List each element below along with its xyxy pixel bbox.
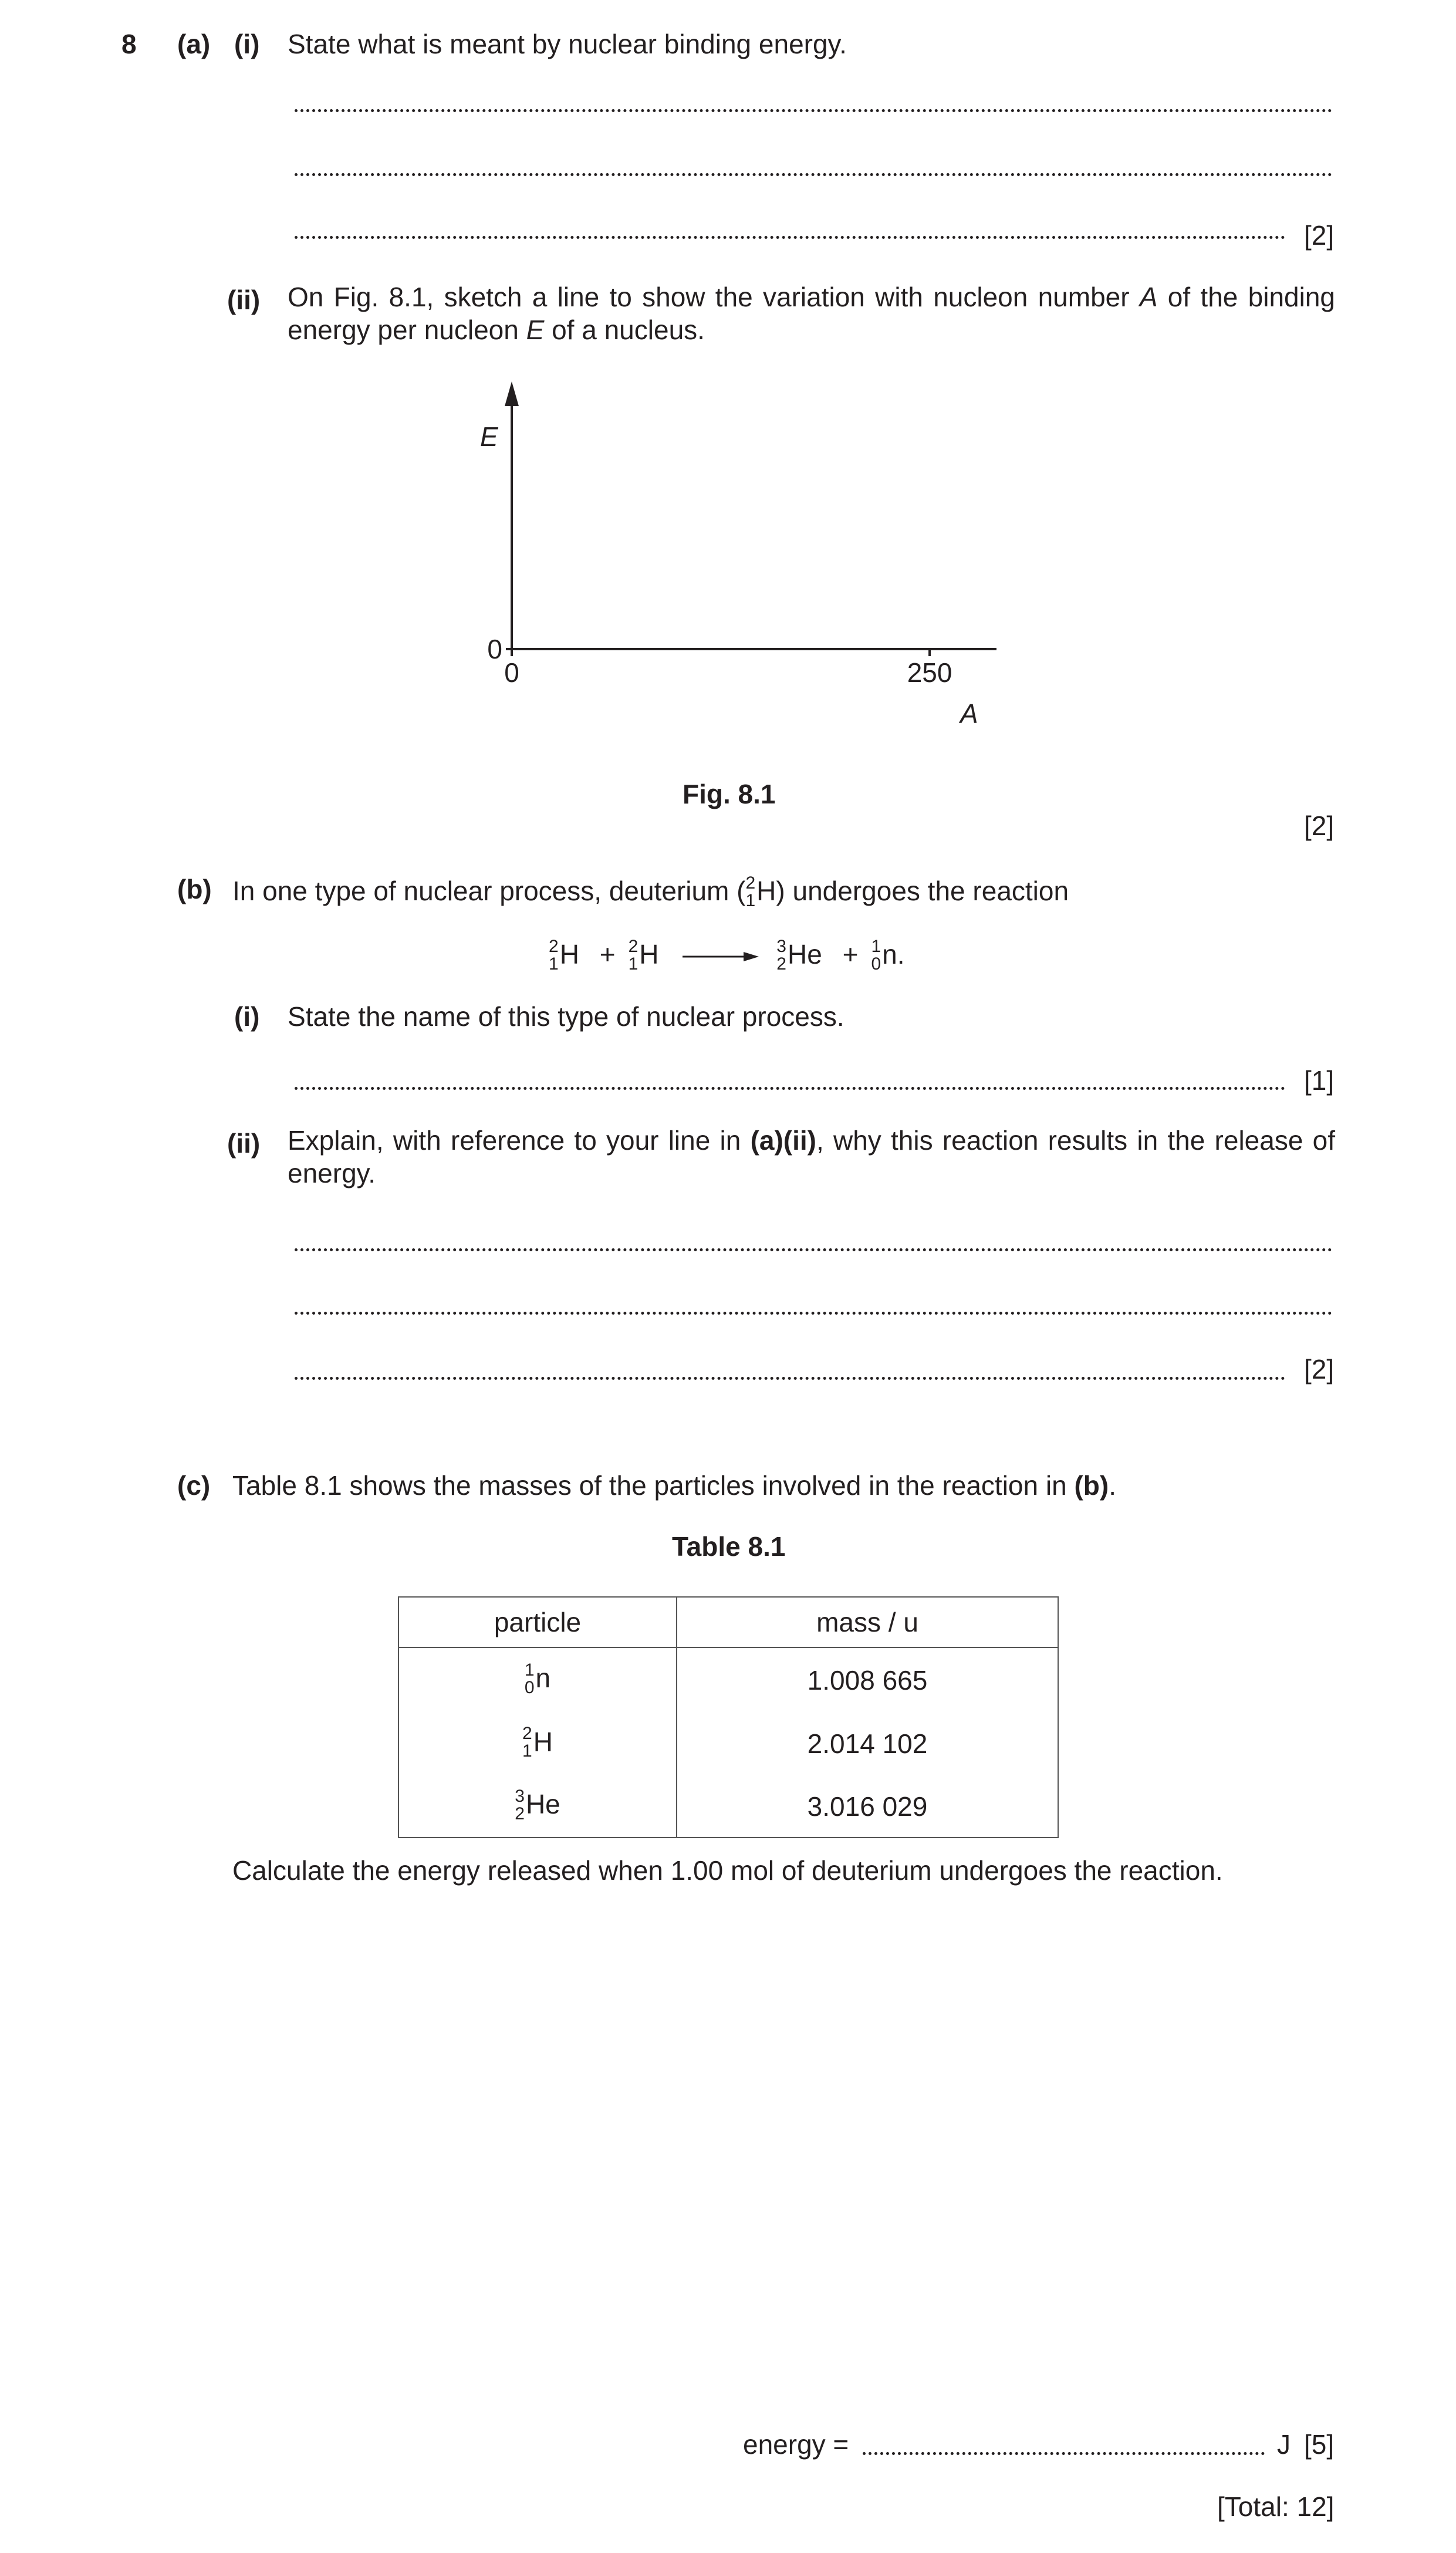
answer-unit: J <box>1277 2429 1291 2460</box>
reactant-1 <box>549 939 579 974</box>
part-b-intro <box>232 873 1069 911</box>
product-1 <box>776 939 822 974</box>
product-2 <box>871 939 904 974</box>
x-tick-label: 250 <box>907 657 952 688</box>
q-ref: (a)(ii) <box>750 1125 816 1156</box>
atomic-number: 1 <box>549 954 559 974</box>
marks-a-ii: [2] <box>1304 811 1335 841</box>
part-a-ii-label: (ii) <box>227 285 261 315</box>
plus-sign: + <box>842 939 859 970</box>
q-text: Explain, with reference to your line in <box>288 1125 751 1156</box>
atomic-number: 2 <box>515 1804 525 1823</box>
part-b-ii-question <box>288 1124 1335 1190</box>
energy-answer-line[interactable] <box>863 2452 1265 2455</box>
table-row <box>398 1647 1058 1712</box>
particle-cell <box>398 1647 677 1712</box>
part-c-instruction: Calculate the energy released when 1.00 mol of deuterium undergoes the reaction. <box>232 1855 1223 1886</box>
mass-cell: 2.014 102 <box>677 1712 1058 1775</box>
q-text: Table 8.1 shows the masses of the particles involved in the reaction in <box>232 1470 1075 1501</box>
element-symbol: n <box>535 1663 551 1694</box>
atomic-number: 0 <box>524 1677 535 1697</box>
part-a-i-label: (i) <box>234 29 260 59</box>
element-symbol: He <box>787 939 822 970</box>
part-b-i-question: State the name of this type of nuclear process. <box>288 1001 844 1032</box>
q-text: On Fig. 8.1, sketch a line to show the variation with nucleon number <box>288 282 1140 312</box>
element-symbol: H <box>559 939 579 970</box>
total-marks: [Total: 12] <box>1217 2491 1335 2522</box>
plus-sign: + <box>599 939 616 970</box>
mass-number: 3 <box>515 1786 525 1806</box>
table-header-row <box>398 1597 1058 1647</box>
part-c-label: (c) <box>177 1470 211 1501</box>
table-row <box>398 1775 1058 1838</box>
q-ref: (b) <box>1074 1470 1109 1501</box>
element-symbol: H <box>533 1726 553 1757</box>
answer-line[interactable] <box>295 1377 1285 1380</box>
particle-mass-table <box>398 1596 1059 1838</box>
y-axis-arrow-icon <box>505 381 519 406</box>
marks-b-ii: [2] <box>1304 1354 1335 1384</box>
var-e: E <box>526 315 545 345</box>
answer-line[interactable] <box>295 109 1332 112</box>
answer-line[interactable] <box>295 1087 1285 1090</box>
element-symbol: n. <box>882 939 905 970</box>
atomic-number: 2 <box>776 954 786 974</box>
intro-text: In one type of nuclear process, deuterium ( <box>232 876 746 907</box>
mass-number: 2 <box>628 937 639 956</box>
element-symbol: He <box>525 1789 560 1820</box>
answer-line[interactable] <box>295 173 1332 176</box>
atomic-number: 1 <box>745 891 756 910</box>
marks-b-i: [1] <box>1304 1065 1335 1096</box>
q-text: , why this reaction results in the release of energy. <box>288 1125 1335 1188</box>
var-a: A <box>1139 282 1158 312</box>
answer-line[interactable] <box>295 236 1285 239</box>
table-row <box>398 1712 1058 1775</box>
reaction-equation <box>549 939 905 974</box>
reaction-arrow-icon <box>680 948 762 965</box>
atomic-number: 1 <box>628 954 639 974</box>
particle-cell <box>398 1712 677 1775</box>
q-text: of a nucleus. <box>544 315 705 345</box>
figure-caption: Fig. 8.1 <box>683 779 776 809</box>
y-tick-label: 0 <box>487 634 502 664</box>
q-text: of the binding energy per nucleon <box>288 282 1335 345</box>
element-symbol: H <box>639 939 659 970</box>
answer-line[interactable] <box>295 1312 1332 1315</box>
atomic-number: 0 <box>871 954 881 974</box>
deuterium-symbol <box>745 873 776 911</box>
element-symbol: H <box>756 876 776 907</box>
part-c-intro <box>232 1472 1116 1499</box>
mass-cell: 1.008 665 <box>677 1647 1058 1712</box>
mass-number: 3 <box>776 937 786 956</box>
mass-number: 1 <box>871 937 881 956</box>
mass-cell: 3.016 029 <box>677 1775 1058 1838</box>
mass-number: 1 <box>524 1660 535 1680</box>
header-mass: mass / u <box>677 1597 1058 1647</box>
part-b-i-label: (i) <box>234 1001 260 1032</box>
x-axis-label: A <box>960 698 978 729</box>
header-particle: particle <box>398 1597 677 1647</box>
table-title: Table 8.1 <box>672 1531 786 1562</box>
marks-c: [5] <box>1304 2429 1335 2460</box>
answer-line[interactable] <box>295 1248 1332 1251</box>
part-a-i-question: State what is meant by nuclear binding energy. <box>288 29 847 59</box>
mass-number: 2 <box>745 873 756 893</box>
figure-8-1-axes[interactable] <box>464 364 1021 739</box>
atomic-number: 1 <box>522 1741 532 1761</box>
marks-a-i: [2] <box>1304 220 1335 251</box>
part-b-label: (b) <box>177 874 212 904</box>
mass-number: 2 <box>549 937 559 956</box>
answer-label: energy = <box>743 2429 849 2460</box>
y-axis-label: E <box>480 421 498 452</box>
x-tick-label: 0 <box>504 657 519 688</box>
question-number: 8 <box>121 29 137 59</box>
particle-cell <box>398 1775 677 1838</box>
mass-number: 2 <box>522 1724 532 1744</box>
reactant-2 <box>629 939 659 974</box>
part-b-ii-label: (ii) <box>227 1128 261 1159</box>
q-text: . <box>1109 1470 1116 1501</box>
part-a-ii-question <box>288 281 1335 346</box>
intro-text: ) undergoes the reaction <box>776 876 1069 907</box>
part-a-label: (a) <box>177 29 211 59</box>
